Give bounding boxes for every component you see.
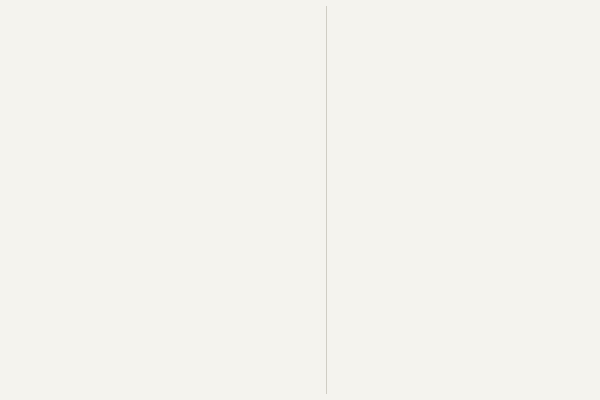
answer-item	[341, 6, 591, 16]
answer-item	[62, 18, 312, 28]
answer-item	[341, 30, 591, 40]
column-divider	[326, 6, 327, 394]
left-column	[62, 6, 312, 394]
answer-item	[62, 6, 312, 16]
answer-item	[62, 54, 312, 64]
answer-item	[341, 42, 591, 52]
answer-item	[341, 18, 591, 28]
answer-item	[62, 42, 312, 52]
right-column	[341, 6, 591, 394]
answer-item	[62, 30, 312, 40]
